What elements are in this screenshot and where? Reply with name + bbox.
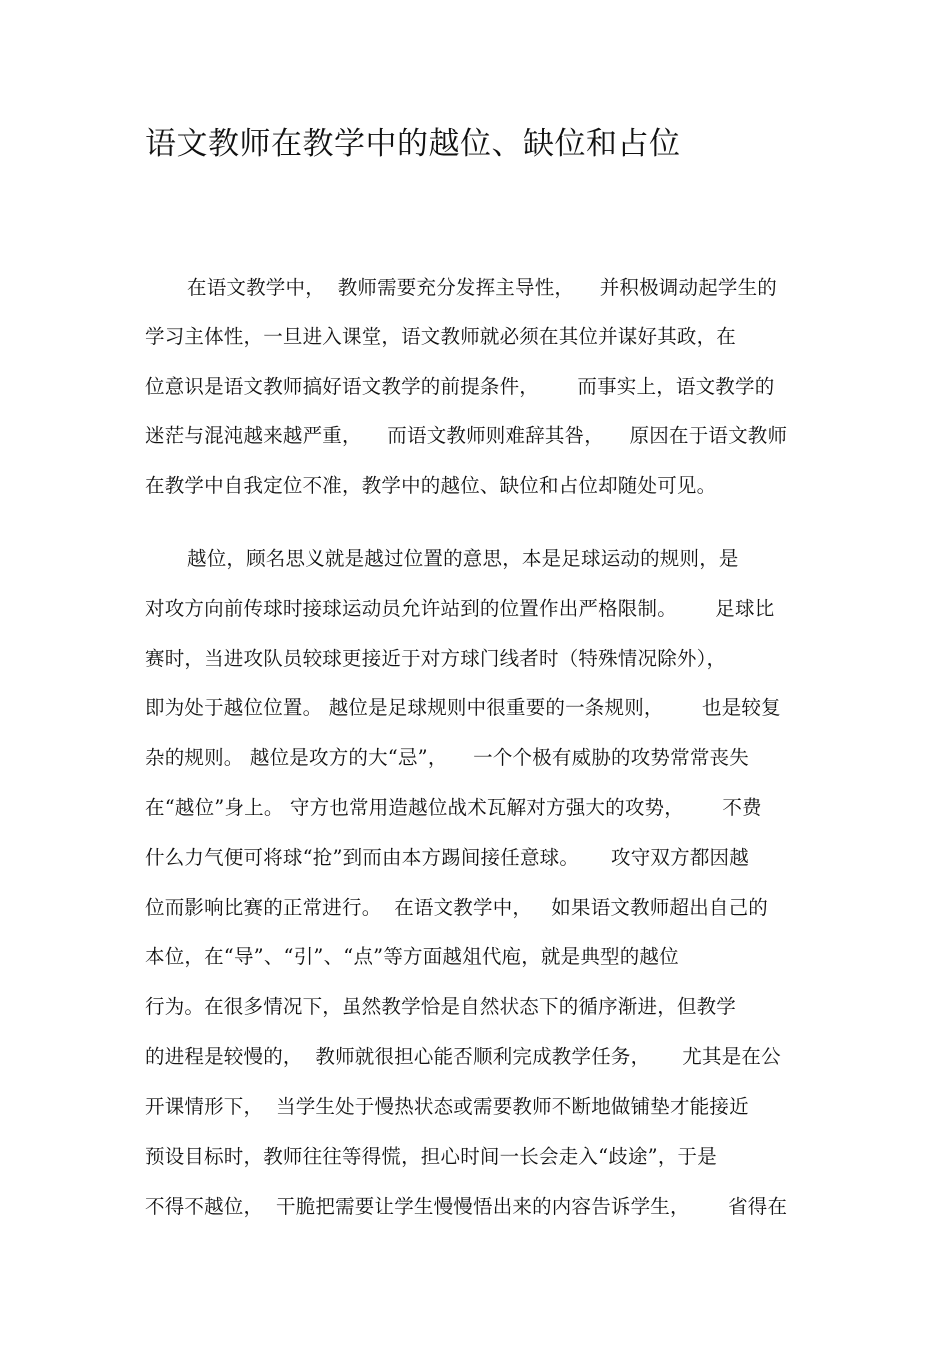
paragraph-1-line: 迷茫与混沌越来越严重， 而语文教师则难辞其咎， 原因在于语文教师 (145, 424, 788, 447)
paragraph-2-line: 本位，在“导”、“引”、“点”等方面越俎代庖，就是典型的越位 (145, 945, 679, 968)
paragraph-2-line: 即为处于越位位置。 越位是足球规则中很重要的一条规则， 也是较复 (145, 696, 781, 719)
paragraph-1-line: 在语文教学中， 教师需要充分发挥主导性， 并积极调动起学生的 (187, 276, 777, 299)
paragraph-2-line: 的进程是较慢的， 教师就很担心能否顺利完成教学任务， 尤其是在公 (145, 1045, 781, 1068)
paragraph-2-line: 不得不越位， 干脆把需要让学生慢慢悟出来的内容告诉学生， 省得在 (145, 1195, 788, 1218)
paragraph-2-line: 赛时，当进攻队员较球更接近于对方球门线者时（特殊情况除外）， (145, 647, 727, 670)
document-title: 语文教师在教学中的越位、缺位和占位 (145, 126, 681, 162)
paragraph-2-line: 杂的规则。 越位是攻方的大“忌”， 一个个极有威胁的攻势常常丧失 (145, 746, 749, 769)
paragraph-2-line: 越位，顾名思义就是越过位置的意思，本是足球运动的规则，是 (187, 547, 739, 570)
paragraph-2-line: 什么力气便可将球“抢”到而由本方踢间接任意球。 攻守双方都因越 (145, 846, 749, 869)
paragraph-2-line: 预设目标时，教师往往等得慌，担心时间一长会走入“歧途”，于是 (145, 1145, 717, 1168)
paragraph-1-line: 学习主体性，一旦进入课堂，语文教师就必须在其位并谋好其政，在 (145, 325, 737, 348)
paragraph-2-line: 行为。在很多情况下，虽然教学恰是自然状态下的循序渐进，但教学 (145, 995, 737, 1018)
paragraph-1-line: 在教学中自我定位不准，教学中的越位、缺位和占位却随处可见。 (145, 474, 717, 497)
paragraph-2-line: 对攻方向前传球时接球运动员允许站到的位置作出严格限制。 足球比 (145, 597, 775, 620)
paragraph-2-line: 位而影响比赛的正常进行。 在语文教学中， 如果语文教师超出自己的 (145, 896, 768, 919)
paragraph-2-line: 开课情形下， 当学生处于慢热状态或需要教师不断地做铺垫才能接近 (145, 1095, 749, 1118)
paragraph-1-line: 位意识是语文教师搞好语文教学的前提条件， 而事实上，语文教学的 (145, 375, 775, 398)
paragraph-2-line: 在“越位”身上。 守方也常用造越位战术瓦解对方强大的攻势， 不费 (145, 796, 762, 819)
